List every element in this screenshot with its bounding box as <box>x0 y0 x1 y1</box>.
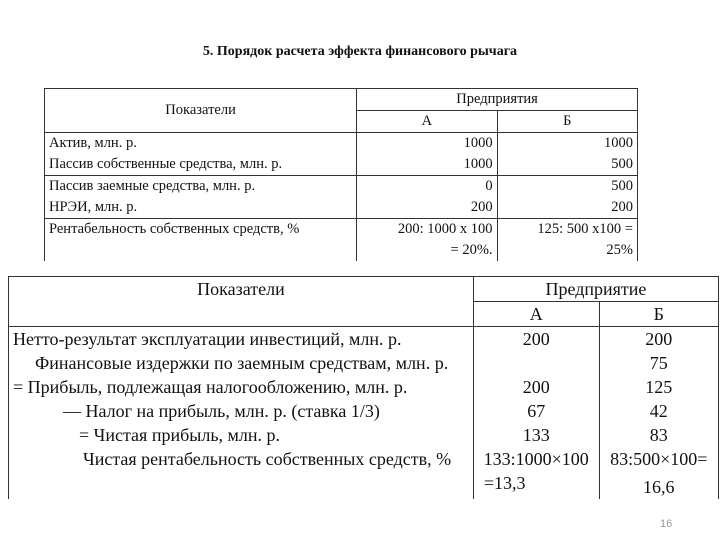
cell-b-formula: 125: 500 х100 = <box>537 221 633 237</box>
cell-a: 200 <box>473 375 599 399</box>
row-label: = Прибыль, подлежащая налогообложению, млн. р. <box>9 375 474 399</box>
cell-b: 500 <box>497 154 637 176</box>
table2-header-group: Предприятие <box>473 277 718 302</box>
cell-a <box>357 219 497 262</box>
table1-col-a: А <box>357 111 497 133</box>
cell-b: 125 <box>599 375 718 399</box>
table-row <box>45 154 638 176</box>
cell-a: 200 <box>357 197 497 219</box>
cell-a-formula: 133:1000×100 <box>483 449 589 469</box>
table1-header-group: Предприятия <box>357 89 638 111</box>
table-row <box>9 351 719 375</box>
row-label: Рентабельность собственных средств, % <box>45 219 357 262</box>
table-row <box>45 219 638 262</box>
cell-a: 1000 <box>357 133 497 155</box>
cell-b <box>599 447 718 499</box>
cell-a <box>473 351 599 375</box>
table-row <box>9 375 719 399</box>
page-title: 5. Порядок расчета эффекта финансового рычага <box>202 44 518 59</box>
cell-a-formula: 200: 1000 х 100 <box>397 221 493 237</box>
table-row <box>45 176 638 198</box>
cell-b: 75 <box>599 351 718 375</box>
table2-col-a: А <box>473 302 599 327</box>
cell-a: 0 <box>357 176 497 198</box>
row-label: Нетто-результат эксплуатации инвестиций, млн. р. <box>9 327 474 352</box>
row-label: Финансовые издержки по заемным средствам, млн. р. <box>9 351 474 375</box>
table2-header-indicators: Показатели <box>9 277 474 327</box>
cell-a: 133 <box>473 423 599 447</box>
cell-a: 1000 <box>357 154 497 176</box>
cell-b-formula: 83:500×100= <box>610 449 708 469</box>
row-label: = Чистая прибыль, млн. р. <box>9 423 474 447</box>
table-row <box>9 327 719 352</box>
row-label: Актив, млн. р. <box>45 133 357 155</box>
table-leverage-calculation <box>8 276 719 499</box>
row-label: Пассив собственные средства, млн. р. <box>45 154 357 176</box>
table2-col-b: Б <box>599 302 718 327</box>
cell-b: 200 <box>497 197 637 219</box>
cell-b: 500 <box>497 176 637 198</box>
row-label: НРЭИ, млн. р. <box>45 197 357 219</box>
table-row <box>45 133 638 155</box>
cell-b: 42 <box>599 399 718 423</box>
row-label: Пассив заемные средства, млн. р. <box>45 176 357 198</box>
table-row <box>9 447 719 499</box>
cell-a-result: =13,3 <box>483 473 526 493</box>
cell-b: 83 <box>599 423 718 447</box>
cell-a <box>473 447 599 499</box>
cell-a-result: = 20%. <box>450 242 493 258</box>
row-label: — Налог на прибыль, млн. р. (ставка 1/3) <box>9 399 474 423</box>
table-row <box>9 423 719 447</box>
table-enterprise-data <box>44 88 638 261</box>
cell-a: 67 <box>473 399 599 423</box>
cell-b <box>497 219 637 262</box>
cell-b-result: 25% <box>606 242 633 258</box>
cell-b-result: 16,6 <box>643 477 675 497</box>
table1-col-b: Б <box>497 111 637 133</box>
table1-header-indicators: Показатели <box>45 89 357 133</box>
cell-b: 1000 <box>497 133 637 155</box>
table-row <box>45 197 638 219</box>
cell-b: 200 <box>599 327 718 352</box>
table-row <box>9 399 719 423</box>
cell-a: 200 <box>473 327 599 352</box>
page-number: 16 <box>660 518 673 530</box>
row-label: Чистая рентабельность собственных средств, % <box>9 447 474 499</box>
